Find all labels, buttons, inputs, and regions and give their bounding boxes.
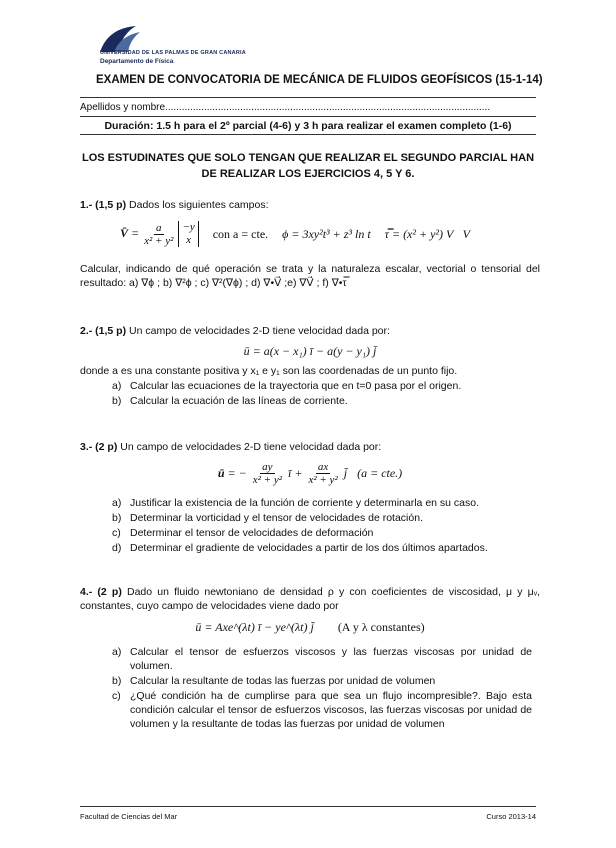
tau-field: τ̿ = (x² + y²) V⃗V⃗ [384,226,480,241]
notice-text: LOS ESTUDINATES QUE SOLO TENGAN QUE REALIZAR EL SEGUNDO PARCIAL HAN DE REALIZAR LOS EJERCICIOS 4, 5 Y 6. [81,152,535,180]
footer-divider [80,806,536,807]
question-4-cond: (A y λ constantes) [337,620,425,634]
question-4-header [80,585,540,613]
list-item: c) Determinar el tensor de velocidades de deformación [112,527,374,539]
question-2-number: 2.- (1,5 p) [80,325,127,337]
question-3-cond: (a = cte.) [357,465,403,480]
question-3-intro: Un campo de velocidades 2-D tiene velocidad dada por: [120,441,382,453]
question-2-equation: ū = a(x − x₁) ī − a(y − y₁) j̄ [243,344,377,358]
question-1-fields [120,216,540,252]
question-1-intro: Dados los siguientes campos: [129,199,269,211]
velocity-field: V̄ = $\frac{a}{\text{x² + y²}}$ −y x [120,221,199,247]
question-4-equation: ū = Axe^(λt) ī − ye^(λt) j̄ [195,620,314,634]
question-2-desc: donde a es una constante positiva y x₁ e y₁ son las coordenadas de un punto fijo. [80,365,458,377]
question-1-header [80,198,540,212]
question-3-equation: ū = − $\frac{ay}{\text{x² + y²}}$ ī + $\frac{ax}{\text{x² + y²}}$ j̄ (a = cte.) [217,460,403,486]
list-item: c) ¿Qué condición ha de cumplirse para que sea un flujo incompresible?. Bajo esta condición calcular el tensor de esfuerzos viscosos, las fuerzas viscosas por unidad de volumen y la resultante de todas las fuerzas por unidad de volumen [112,690,532,730]
list-item: b) Calcular la resultante de todas las fuerzas por unidad de volumen [112,675,436,687]
divider [80,134,536,135]
duration-text: Duración: 1.5 h para el 2º parcial (4-6) y 3 h para realizar el examen completo (1-6) [104,120,512,132]
question-1-number: 1.- (1,5 p) [80,199,127,211]
question-3-items [112,496,532,556]
footer-left: Facultad de Ciencias del Mar [80,812,178,821]
question-3-header [80,440,540,454]
constant-note: con a = cte. [212,226,269,241]
university-name: UNIVERSIDAD DE LAS PALMAS DE GRAN CANARIA [100,50,246,56]
question-2-intro: Un campo de velocidades 2-D tiene velocidad dada por: [129,325,390,337]
list-item: b) Calcular la ecuación de las líneas de corriente. [112,395,348,407]
divider [80,97,536,98]
footer-right: Curso 2013-14 [486,812,536,821]
question-4-equation-row [80,620,540,635]
question-1-text: Calcular, indicando de qué operación se trata y la naturaleza escalar, vectorial o tensorial del resultado: a) ∇ϕ ; b) ∇²ϕ ; c) ∇²(∇ϕ) ; d) ∇•V⃗ ;e) ∇V⃗ ; f) ∇•τ̿ [80,263,540,289]
question-2-header [80,324,540,338]
question-4-number: 4.- (2 p) [80,586,122,598]
question-3-number: 3.- (2 p) [80,441,118,453]
question-4-intro: Dado un fluido newtoniano de densidad ρ y con coeficientes de viscosidad, μ y μᵥ, constantes, cuyo campo de velocidades viene dado por [80,586,540,612]
surname-line: Apellidos y nombre..................................................................................................................... [80,102,491,113]
list-item: a) Calcular las ecuaciones de la trayectoria que en t=0 pasa por el origen. [112,380,462,392]
question-4-items [112,645,532,732]
list-item: a) Calcular el tensor de esfuerzos viscosos y las fuerzas viscosas por unidad de volumen. [112,646,532,672]
phi-field: ϕ = 3xy²t³ + z³ ln t [282,226,371,241]
list-item: a) Justificar la existencia de la función de corriente y determinarla en su caso. [112,497,480,509]
divider [80,116,536,117]
list-item: b) Determinar la vorticidad y el tensor de velocidades de rotación. [112,512,423,524]
question-2-items [112,379,532,409]
list-item: d) Determinar el gradiente de velocidades a partir de los dos últimos apartados. [112,542,488,554]
exam-title: EXAMEN DE CONVOCATORIA DE MECÁNICA DE FLUIDOS GEOFÍSICOS (15-1-14) [96,74,543,86]
department-name: Departamento de Física [100,58,174,65]
